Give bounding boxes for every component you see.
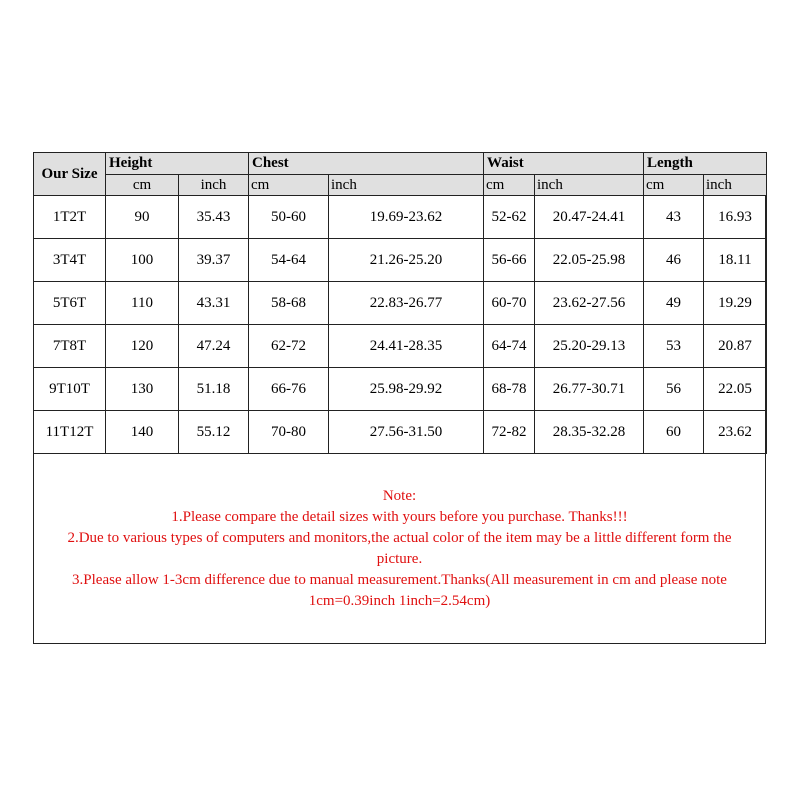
waist-header: Waist — [484, 153, 644, 175]
unit-header: cm — [644, 175, 704, 196]
our-size-header: Our Size — [34, 153, 106, 196]
table-cell: 18.11 — [704, 239, 767, 282]
header-row-units — [34, 175, 767, 196]
table-cell: 70-80 — [249, 411, 329, 454]
size-chart-table — [33, 152, 767, 454]
unit-header: inch — [535, 175, 644, 196]
chest-header: Chest — [249, 153, 484, 175]
header-row-groups — [34, 153, 767, 175]
table-cell: 20.87 — [704, 325, 767, 368]
height-header: Height — [106, 153, 249, 175]
table-cell: 55.12 — [179, 411, 249, 454]
table-cell: 23.62-27.56 — [535, 282, 644, 325]
size-cell: 7T8T — [34, 325, 106, 368]
table-row — [34, 239, 767, 282]
table-cell: 62-72 — [249, 325, 329, 368]
table-cell: 22.05-25.98 — [535, 239, 644, 282]
table-cell: 56-66 — [484, 239, 535, 282]
unit-header: inch — [704, 175, 767, 196]
table-cell: 27.56-31.50 — [329, 411, 484, 454]
table-row — [34, 368, 767, 411]
unit-header: cm — [484, 175, 535, 196]
table-row — [34, 282, 767, 325]
size-cell: 5T6T — [34, 282, 106, 325]
table-cell: 60-70 — [484, 282, 535, 325]
table-cell: 64-74 — [484, 325, 535, 368]
table-cell: 60 — [644, 411, 704, 454]
unit-header: cm — [106, 175, 179, 196]
unit-header: inch — [179, 175, 249, 196]
unit-header: inch — [329, 175, 484, 196]
note-line-3: 3.Please allow 1-3cm difference due to manual measurement.Thanks(All measurement in cm and please note — [72, 572, 727, 588]
table-cell: 90 — [106, 196, 179, 239]
table-cell: 23.62 — [704, 411, 767, 454]
table-cell: 25.98-29.92 — [329, 368, 484, 411]
table-cell: 35.43 — [179, 196, 249, 239]
table-cell: 51.18 — [179, 368, 249, 411]
length-header: Length — [644, 153, 767, 175]
table-cell: 46 — [644, 239, 704, 282]
size-cell: 9T10T — [34, 368, 106, 411]
size-cell: 1T2T — [34, 196, 106, 239]
table-cell: 49 — [644, 282, 704, 325]
table-cell: 16.93 — [704, 196, 767, 239]
table-cell: 66-76 — [249, 368, 329, 411]
table-cell: 72-82 — [484, 411, 535, 454]
table-row — [34, 325, 767, 368]
table-cell: 20.47-24.41 — [535, 196, 644, 239]
table-cell: 39.37 — [179, 239, 249, 282]
table-cell: 25.20-29.13 — [535, 325, 644, 368]
table-cell: 22.05 — [704, 368, 767, 411]
table-cell: 21.26-25.20 — [329, 239, 484, 282]
table-cell: 19.29 — [704, 282, 767, 325]
table-cell: 50-60 — [249, 196, 329, 239]
table-cell: 43 — [644, 196, 704, 239]
table-cell: 53 — [644, 325, 704, 368]
table-cell: 120 — [106, 325, 179, 368]
size-cell: 11T12T — [34, 411, 106, 454]
table-cell: 24.41-28.35 — [329, 325, 484, 368]
table-cell: 52-62 — [484, 196, 535, 239]
table-cell: 43.31 — [179, 282, 249, 325]
table-cell: 28.35-32.28 — [535, 411, 644, 454]
table-cell: 19.69-23.62 — [329, 196, 484, 239]
note-title: Note: — [382, 488, 417, 504]
table-cell: 56 — [644, 368, 704, 411]
note-line-2: 2.Due to various types of computers and monitors,the actual color of the item may be a little different form the — [67, 530, 732, 546]
table-cell: 58-68 — [249, 282, 329, 325]
table-cell: 140 — [106, 411, 179, 454]
table-cell: 22.83-26.77 — [329, 282, 484, 325]
note-line-2-cont: picture. — [376, 551, 423, 567]
table-cell: 26.77-30.71 — [535, 368, 644, 411]
size-cell: 3T4T — [34, 239, 106, 282]
table-cell: 130 — [106, 368, 179, 411]
note-line-3-cont: 1cm=0.39inch 1inch=2.54cm) — [308, 593, 491, 609]
table-row — [34, 196, 767, 239]
unit-header: cm — [249, 175, 329, 196]
table-cell: 100 — [106, 239, 179, 282]
table-cell: 47.24 — [179, 325, 249, 368]
note-block — [34, 486, 765, 612]
table-cell: 68-78 — [484, 368, 535, 411]
table-row — [34, 411, 767, 454]
table-cell: 110 — [106, 282, 179, 325]
note-line-1: 1.Please compare the detail sizes with yours before you purchase. Thanks!!! — [171, 509, 628, 525]
table-cell: 54-64 — [249, 239, 329, 282]
